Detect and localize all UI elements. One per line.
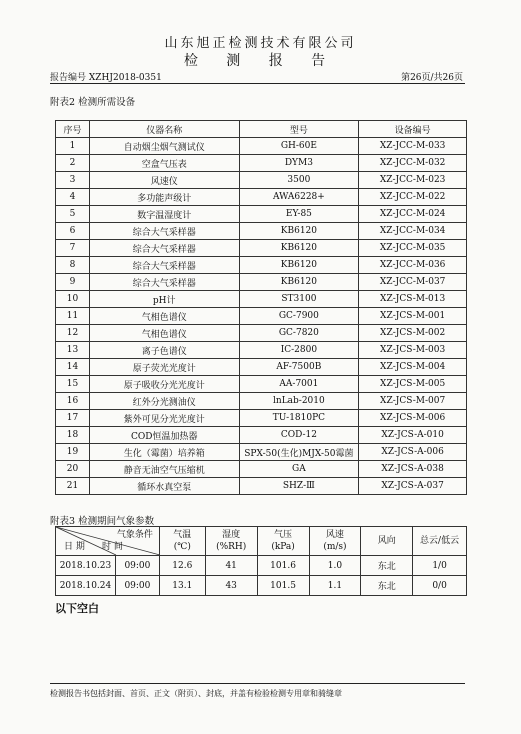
table-cell: XZ-JCS-M-002 (359, 325, 467, 342)
corner-time-label: 时 间 (102, 542, 123, 552)
table-cell: XZ-JCC-M-022 (359, 189, 467, 206)
table-cell: COD恒温加热器 (89, 427, 239, 444)
equipment-row (56, 478, 467, 495)
table-cell: 1.0 (309, 556, 361, 576)
table-cell: XZ-JCC-M-037 (359, 274, 467, 291)
table-cell: AA-7001 (239, 376, 359, 393)
table-cell: 自动烟尘烟气测试仪 (89, 138, 239, 155)
table-cell: XZ-JCS-A-038 (359, 461, 467, 478)
table-cell: 19 (56, 444, 90, 461)
table-cell: 12.6 (159, 556, 205, 576)
table-cell: 原子荧光光度计 (89, 359, 239, 376)
equipment-row (56, 274, 467, 291)
table-cell: XZ-JCS-M-001 (359, 308, 467, 325)
table-cell: 静音无油空气压缩机 (89, 461, 239, 478)
table-cell: 1 (56, 138, 90, 155)
table-cell: 09:00 (115, 556, 159, 576)
appendix2-title: 附表2 检测所需设备 (50, 97, 136, 108)
table-cell: 3 (56, 172, 90, 189)
footer-note: 检测报告书包括封面、首页、正文（附页）、封底，并盖有检验检测专用章和骑缝章 (50, 689, 342, 698)
table-cell: XZ-JCS-M-003 (359, 342, 467, 359)
table-cell: KB6120 (239, 257, 359, 274)
table-cell: 8 (56, 257, 90, 274)
corner-weather-label: 气象条件 (116, 530, 153, 540)
table-cell: XZ-JCC-M-035 (359, 240, 467, 257)
table-cell: 17 (56, 410, 90, 427)
header-rule (50, 83, 465, 84)
equipment-row (56, 138, 467, 155)
equipment-row (56, 240, 467, 257)
equipment-row (56, 206, 467, 223)
col-header: 气温 (℃) (159, 527, 205, 556)
page-info: 第26页/共26页 (401, 73, 463, 83)
table-cell: 0/0 (413, 576, 467, 596)
table-cell: 4 (56, 189, 90, 206)
table-cell: 21 (56, 478, 90, 495)
table-cell: 气相色谱仪 (89, 325, 239, 342)
equipment-row (56, 325, 467, 342)
table-cell: 生化（霉菌）培养箱 (89, 444, 239, 461)
table-cell: SPX-50(生化)MJX-50霉菌 (239, 444, 359, 461)
table-cell: GH-60E (239, 138, 359, 155)
table-cell: XZ-JCC-M-036 (359, 257, 467, 274)
table-cell: 1.1 (309, 576, 361, 596)
table-cell: 原子吸收分光光度计 (89, 376, 239, 393)
table-cell: 11 (56, 308, 90, 325)
table-cell: 12 (56, 325, 90, 342)
table-cell: XZ-JCS-M-013 (359, 291, 467, 308)
table-cell: XZ-JCC-M-033 (359, 138, 467, 155)
table-cell: XZ-JCC-M-034 (359, 223, 467, 240)
table-cell: DYM3 (239, 155, 359, 172)
table-cell: EY-85 (239, 206, 359, 223)
table-cell: 20 (56, 461, 90, 478)
table-cell: 离子色谱仪 (89, 342, 239, 359)
table-cell: 气相色谱仪 (89, 308, 239, 325)
table-cell: 空盒气压表 (89, 155, 239, 172)
col-header: 湿度 (%RH) (205, 527, 257, 556)
table-cell: 09:00 (115, 576, 159, 596)
table-cell: 综合大气采样器 (89, 223, 239, 240)
table-cell: pH计 (89, 291, 239, 308)
equipment-row (56, 291, 467, 308)
equipment-row (56, 308, 467, 325)
table-cell: 综合大气采样器 (89, 274, 239, 291)
table-cell: 7 (56, 240, 90, 257)
weather-header-row (56, 527, 467, 556)
report-number: 报告编号 XZHJ2018-0351 (50, 73, 162, 83)
equipment-row (56, 257, 467, 274)
table-cell: 紫外可见分光光度计 (89, 410, 239, 427)
table-cell: XZ-JCS-M-004 (359, 359, 467, 376)
table-cell: XZ-JCS-A-010 (359, 427, 467, 444)
table-cell: 3500 (239, 172, 359, 189)
table-cell: 风速仪 (89, 172, 239, 189)
table-cell: 东北 (361, 556, 413, 576)
equipment-row (56, 376, 467, 393)
table-cell: 循环水真空泵 (89, 478, 239, 495)
table-cell: 红外分光测油仪 (89, 393, 239, 410)
equipment-row (56, 155, 467, 172)
table-cell: 6 (56, 223, 90, 240)
table-cell: IC-2800 (239, 342, 359, 359)
table-cell: SHZ-Ⅲ (239, 478, 359, 495)
col-header: 型号 (239, 121, 359, 138)
col-header: 风向 (361, 527, 413, 556)
table-cell: 14 (56, 359, 90, 376)
weather-corner-cell (56, 527, 160, 556)
col-header: 设备编号 (359, 121, 467, 138)
equipment-row (56, 393, 467, 410)
table-cell: 2018.10.23 (56, 556, 116, 576)
table-cell: TU-1810PC (239, 410, 359, 427)
table-cell: GC-7900 (239, 308, 359, 325)
table-cell: 数字温湿度计 (89, 206, 239, 223)
equipment-row (56, 342, 467, 359)
table-cell: 多功能声级计 (89, 189, 239, 206)
table-cell: 东北 (361, 576, 413, 596)
equipment-header-row (56, 121, 467, 138)
equipment-row (56, 461, 467, 478)
table-cell: XZ-JCS-A-037 (359, 478, 467, 495)
table-cell: lnLab-2010 (239, 393, 359, 410)
weather-row (56, 556, 467, 576)
table-cell: ST3100 (239, 291, 359, 308)
table-cell: XZ-JCC-M-023 (359, 172, 467, 189)
col-header: 风速 (m/s) (309, 527, 361, 556)
table-cell: 101.5 (257, 576, 309, 596)
table-cell: 2 (56, 155, 90, 172)
blank-note: 以下空白 (55, 602, 99, 615)
table-cell: XZ-JCS-M-005 (359, 376, 467, 393)
company-name: 山东旭正检测技术有限公司 (164, 36, 357, 51)
table-cell: 13.1 (159, 576, 205, 596)
report-title: 检 测 报 告 (183, 53, 338, 69)
table-cell: 16 (56, 393, 90, 410)
table-cell: KB6120 (239, 223, 359, 240)
table-cell: GC-7820 (239, 325, 359, 342)
table-cell: 5 (56, 206, 90, 223)
col-header: 气压 (kPa) (257, 527, 309, 556)
weather-table (55, 526, 467, 596)
table-cell: 综合大气采样器 (89, 240, 239, 257)
table-cell: 10 (56, 291, 90, 308)
table-cell: 41 (205, 556, 257, 576)
equipment-row (56, 189, 467, 206)
table-cell: 101.6 (257, 556, 309, 576)
table-cell: 43 (205, 576, 257, 596)
table-cell: 13 (56, 342, 90, 359)
equipment-row (56, 172, 467, 189)
footer-rule (50, 683, 465, 684)
table-cell: XZ-JCS-A-006 (359, 444, 467, 461)
col-header: 总云/低云 (413, 527, 467, 556)
table-cell: AF-7500B (239, 359, 359, 376)
col-header: 序号 (56, 121, 90, 138)
equipment-row (56, 223, 467, 240)
table-cell: XZ-JCS-M-006 (359, 410, 467, 427)
table-cell: 9 (56, 274, 90, 291)
table-cell: KB6120 (239, 240, 359, 257)
table-cell: XZ-JCC-M-032 (359, 155, 467, 172)
table-cell: COD-12 (239, 427, 359, 444)
table-cell: 18 (56, 427, 90, 444)
corner-date-label: 日 期 (64, 542, 85, 552)
table-cell: GA (239, 461, 359, 478)
table-cell: 2018.10.24 (56, 576, 116, 596)
equipment-table (55, 120, 467, 495)
appendix3-title: 附表3 检测期间气象参数 (50, 516, 155, 527)
table-cell: XZ-JCS-M-007 (359, 393, 467, 410)
table-cell: 15 (56, 376, 90, 393)
table-cell: 1/0 (413, 556, 467, 576)
equipment-row (56, 444, 467, 461)
col-header: 仪器名称 (89, 121, 239, 138)
table-cell: AWA6228+ (239, 189, 359, 206)
equipment-row (56, 427, 467, 444)
weather-row (56, 576, 467, 596)
table-cell: 综合大气采样器 (89, 257, 239, 274)
equipment-row (56, 359, 467, 376)
equipment-row (56, 410, 467, 427)
table-cell: XZ-JCC-M-024 (359, 206, 467, 223)
table-cell: KB6120 (239, 274, 359, 291)
